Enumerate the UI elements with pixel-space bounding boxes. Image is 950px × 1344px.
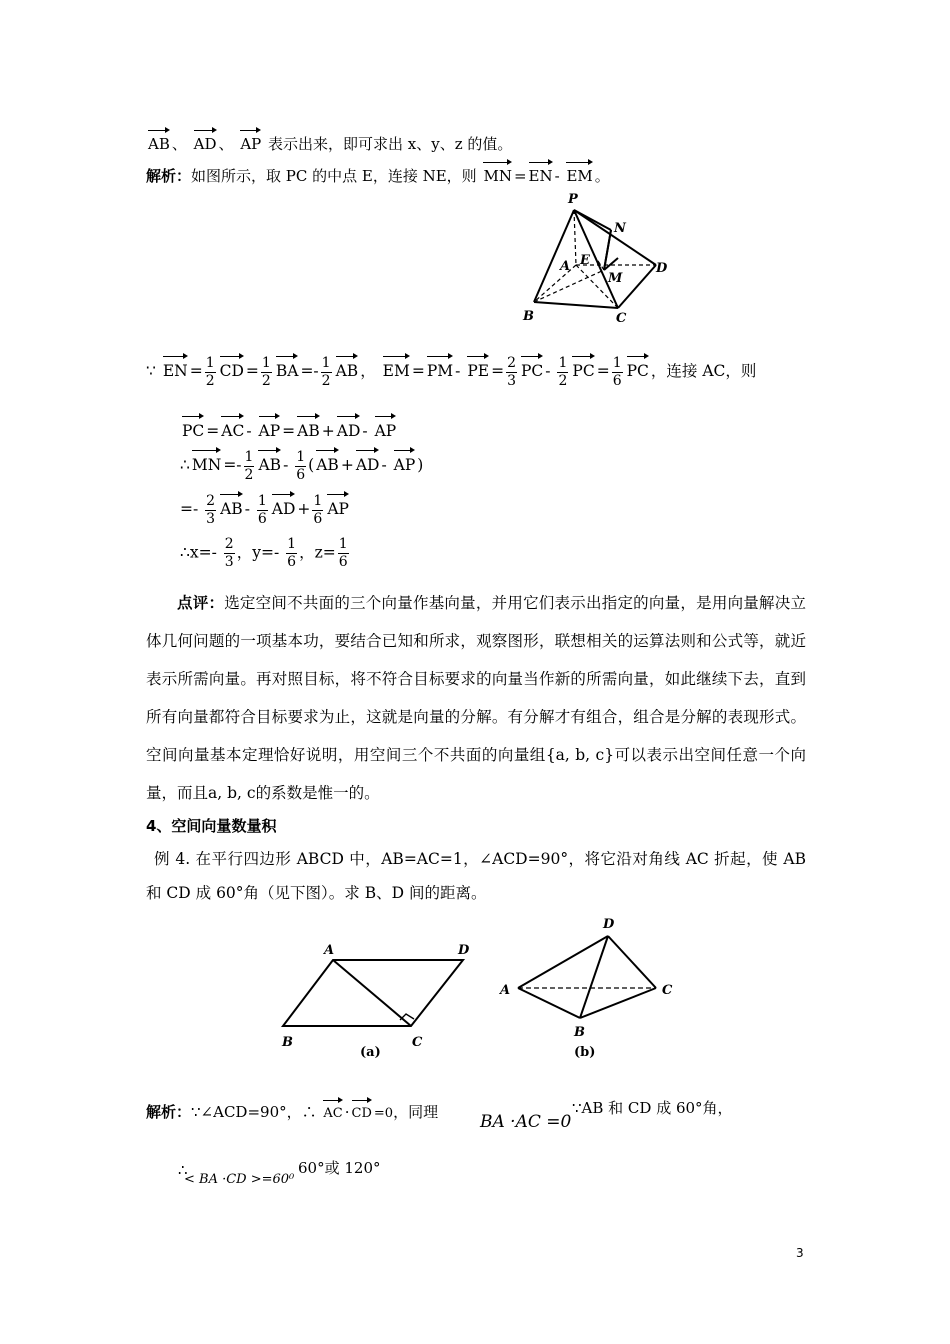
separator: 、 (171, 135, 187, 153)
angle-statement: ∵AB 和 CD 成 60°角， (572, 1099, 733, 1117)
fraction: $\frac{1}{2}$ (244, 448, 254, 483)
equation-line-3: ∴ MN =- $\frac{1}{2}$ AB - $\frac{1}{6}$ ( AB + AD - AP ) (180, 448, 424, 483)
fig-a-label-d: D (458, 943, 470, 958)
fraction: $\frac{2}{3}$ (206, 492, 216, 527)
vector-mn: MN (192, 448, 221, 476)
fraction: $\frac{1}{6}$ (338, 536, 348, 570)
fraction: $\frac{1}{6}$ (612, 354, 622, 389)
label-n: N (614, 221, 626, 236)
analysis-label: 解析： (146, 167, 192, 185)
fraction: $\frac{1}{2}$ (261, 354, 271, 389)
fraction: $\frac{1}{2}$ (205, 354, 215, 389)
separator: 、 (218, 135, 234, 153)
vector-ap: AP (240, 128, 261, 154)
caption-b: (b) (574, 1045, 596, 1060)
vector-ac: AC (221, 414, 244, 442)
comment-text: 选定空间不共面的三个向量作基向量，并用它们表示出指定的向量，是用向量解决立体几何问题的一项基本功，要结合已知和所求，观察图形，联想相关的运算法则和公式等，就近表示所需向量。再对照目标，将不符合目标要求的向量当作新的所需向量，如此继续下去，直到所有向量都符合目标要求为止，这就是向量的分解。有分解才有组合，组合是分解的表现形式。空间向量基本定理恰好说明，用空间三个不共面的向量组 (146, 594, 806, 764)
vector-pc: PC (521, 354, 543, 382)
page-number: 3 (796, 1246, 804, 1260)
label-b: B (523, 309, 534, 324)
vector-em: EM (383, 354, 410, 382)
vector-pm: PM (427, 354, 453, 382)
vector-en: EN (529, 160, 553, 186)
fraction: $\frac{1}{6}$ (296, 448, 306, 483)
vector-pc: PC (182, 414, 204, 442)
fraction: $\frac{1}{2}$ (558, 354, 568, 389)
equation-line-4: =- $\frac{2}{3}$ AB - $\frac{1}{6}$ AD + $\frac{1}{6}$ AP (180, 492, 349, 527)
angle-result: 60°或 120° (298, 1159, 381, 1177)
vector-em: EM (566, 160, 592, 186)
intro-line (146, 128, 512, 154)
label-p: P (568, 192, 578, 207)
label-d: D (656, 261, 668, 276)
vector-ab: AB (297, 414, 320, 442)
analysis-line-2: 解析：∵∠ACD=90°，∴ AC · CD =0，同理 (146, 1098, 438, 1124)
vector-ad: AD (194, 128, 217, 154)
vector-ab: AB (258, 448, 281, 476)
vector-ap: AP (327, 492, 349, 520)
label-c: C (616, 311, 627, 325)
vector-cd: CD (220, 354, 244, 382)
fig-a-label-c: C (412, 1035, 423, 1050)
fraction: $\frac{1}{6}$ (313, 492, 323, 527)
fig-b-label-a: A (500, 983, 511, 998)
fraction: $\frac{2}{3}$ (224, 536, 234, 570)
label-m: M (608, 271, 623, 286)
vector-pc: PC (572, 354, 594, 382)
vector-ab: AB (148, 128, 170, 154)
vector-pc: PC (627, 354, 649, 382)
pyramid-figure (518, 190, 678, 325)
vector-ad: AD (356, 448, 380, 476)
section-title: 4、空间向量数量积 (146, 817, 277, 835)
vector-ab: AB (220, 492, 243, 520)
fraction: $\frac{1}{6}$ (257, 492, 267, 527)
vector-ab: AB (316, 448, 339, 476)
fig-a-label-a: A (324, 943, 335, 958)
analysis-line-1: 解析：如图所示，取 PC 的中点 E，连接 NE，则 MN = EN - EM 。 (146, 160, 610, 186)
vector-cd: CD (352, 1098, 372, 1124)
label-e: E (580, 253, 590, 268)
fig-b-label-d: D (603, 917, 615, 932)
fold-figure (278, 908, 698, 1068)
therefore-symbol: ∴ (178, 1161, 188, 1179)
label-a: A (560, 259, 571, 274)
fig-b-label-c: C (662, 983, 673, 998)
example-4: 例 4. 在平行四边形 ABCD 中，AB=AC=1，∠ACD=90°，将它沿对角线 AC 折起，使 AB 和 CD 成 60°角（见下图）。求 B、D 间的距离。 (146, 850, 806, 902)
fraction: $\frac{1}{6}$ (287, 536, 297, 570)
fraction: $\frac{1}{2}$ (321, 354, 331, 389)
comment-paragraph: 点评：选定空间不共面的三个向量作基向量，并用它们表示出指定的向量，是用向量解决立体几何问题的一项基本功，要结合已知和所求，观察图形，联想相关的运算法则和公式等，就近表示所需向量。再对照目标，将不符合目标要求的向量当作新的所需向量，如此继续下去，直到所有向量都符合目标要求为止，这就是向量的分解。有分解才有组合，组合是分解的表现形式。空间向量基本定理恰好说明，用空间三个不共面的向量组{a, b, c}可以表示出空间任意一个向量，而且a, b, c的系数是惟一的。 (146, 594, 806, 802)
vector-set: {a, b, c} (545, 746, 615, 764)
equation-line-1: ∵ EN = $\frac{1}{2}$ CD = $\frac{1}{2}$ BA =- $\frac{1}{2}$ AB ， EM = PM - PE = $\frac{2}{3}$ PC - $\frac{1}{2}$ PC = $\frac{1}{6}$ PC ，连接 AC，则 (146, 354, 757, 389)
vector-mn: MN (483, 160, 511, 186)
dot-product-ba-ac: BA ·AC =0 (480, 1112, 572, 1132)
vector-ba: BA (276, 354, 299, 382)
vector-en: EN (163, 354, 188, 382)
intro-text: 表示出来，即可求出 x、y、z 的值。 (268, 135, 513, 153)
vector-ap: AP (259, 414, 281, 442)
vector-ad: AD (337, 414, 361, 442)
angle-expression: < BA ·CD >=60⁰ (184, 1172, 295, 1187)
equation-line-2: PC = AC - AP = AB + AD - AP (180, 414, 398, 442)
vector-ad: AD (272, 492, 296, 520)
equation-line-5: ∴x=- $\frac{2}{3}$ ，y=- $\frac{1}{6}$ ，z= $\frac{1}{6}$ (180, 536, 348, 570)
comment-label: 点评： (177, 594, 225, 612)
vector-ap: AP (394, 448, 416, 476)
vector-ap: AP (375, 414, 397, 442)
analysis-label: 解析： (146, 1103, 192, 1121)
analysis-text: 如图所示，取 PC 的中点 E，连接 NE，则 (191, 167, 477, 185)
caption-a: (a) (360, 1045, 381, 1060)
vector-ab: AB (336, 354, 359, 382)
vector-ac: AC (323, 1098, 342, 1124)
fig-a-label-b: B (282, 1035, 293, 1050)
fig-b-label-b: B (574, 1025, 585, 1040)
fraction: $\frac{2}{3}$ (507, 354, 516, 389)
vector-pe: PE (467, 354, 489, 382)
